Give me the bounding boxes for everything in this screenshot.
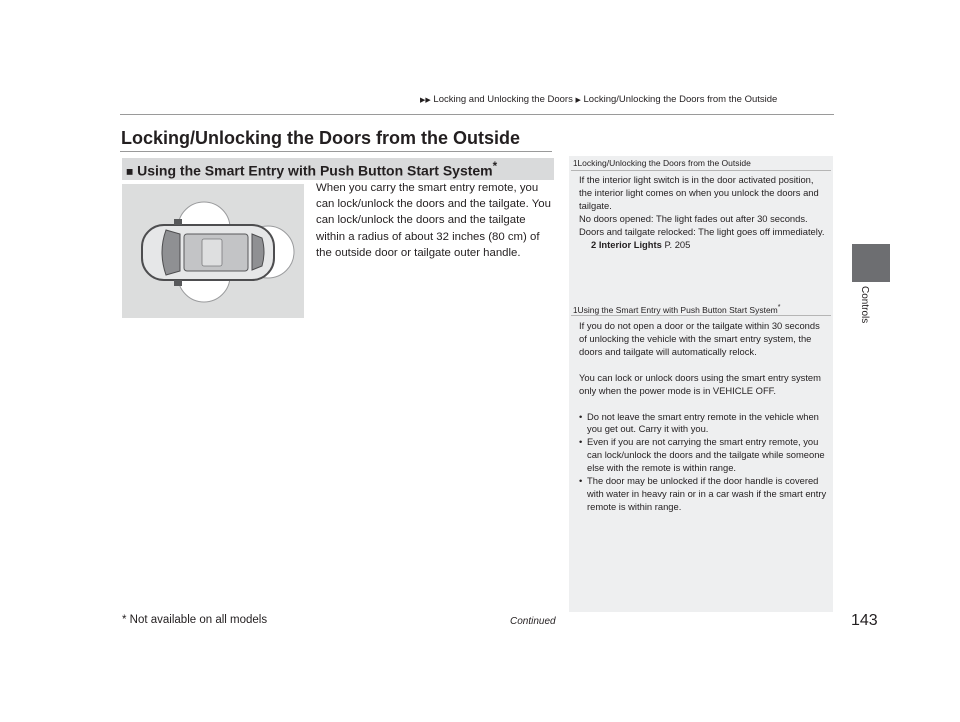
- side-tab-block: [852, 244, 890, 282]
- note-body: If the interior light switch is in the door activated position, the interior light comes on when you unlock the doors and tailgate. No doors opened: The light fades out after 30 seconds. Doors and tailgate relocked: The light goes off immediately. 2 Interior Lights P. 205: [579, 174, 829, 251]
- square-bullet-icon: ■: [126, 164, 134, 179]
- notes-panel: [569, 156, 833, 612]
- breadcrumb-item: Locking/Unlocking the Doors from the Outside: [583, 94, 778, 105]
- page-number: 143: [851, 612, 878, 629]
- note-divider: [571, 315, 831, 316]
- arrow-icon: ▶: [575, 97, 581, 104]
- list-item: • The door may be unlocked if the door handle is covered with water in heavy rain or in a car wash if the smart entry remote is within range.: [579, 475, 827, 512]
- page-title: Locking/Unlocking the Doors from the Outside: [121, 128, 521, 148]
- note-heading: 1Using the Smart Entry with Push Button Start System*: [573, 303, 781, 315]
- list-item: • Do not leave the smart entry remote in the vehicle when you get out. Carry it with you.: [579, 410, 819, 435]
- side-tab-label: Controls: [859, 286, 870, 324]
- continued-label: Continued: [510, 616, 556, 627]
- note-body: If you do not open a door or the tailgate within 30 seconds of unlocking the vehicle with the smart entry system, the doors and tailgate will automatically relock. You can lock or unlock doors using the smart entry system only when the power mode is in VEHICLE OFF. • Do not leave the smart entry remote in the vehicle when you get out. Carry it with you. • Even if you are not carrying the smart entry remote, you can lock/unlock the doors and the tailgate while someone else with the remote is within range. • The door may be unlocked if the door handle is covered with water in heavy rain or in a car wash if the smart entry remote is within range.: [579, 320, 829, 514]
- footnote: * Not available on all models: [122, 614, 268, 626]
- car-top-view-icon: [122, 184, 304, 318]
- car-range-illustration: [122, 184, 304, 318]
- section-body-text: When you carry the smart entry remote, you can lock/unlock the doors and the tailgate. You can lock/unlock the doors and the tailgate within a radius of about 32 inches (80 cm) of the outside door or tailgate outer handle.: [316, 182, 551, 259]
- section-heading: ■ Using the Smart Entry with Push Button Start System*: [126, 160, 498, 179]
- breadcrumb-item: Locking and Unlocking the Doors: [433, 94, 573, 105]
- header-divider: [120, 114, 834, 115]
- note-heading: 1Locking/Unlocking the Doors from the Outside: [573, 158, 751, 168]
- breadcrumb: [420, 94, 777, 105]
- list-item: • Even if you are not carrying the smart entry remote, you can lock/unlock the doors and the tailgate while someone else with the remote is within range.: [579, 436, 825, 474]
- note-divider: [571, 170, 831, 171]
- double-arrow-icon: ▶▶: [420, 97, 431, 104]
- title-divider: [120, 151, 552, 152]
- cross-reference[interactable]: 2 Interior Lights P. 205: [591, 238, 691, 250]
